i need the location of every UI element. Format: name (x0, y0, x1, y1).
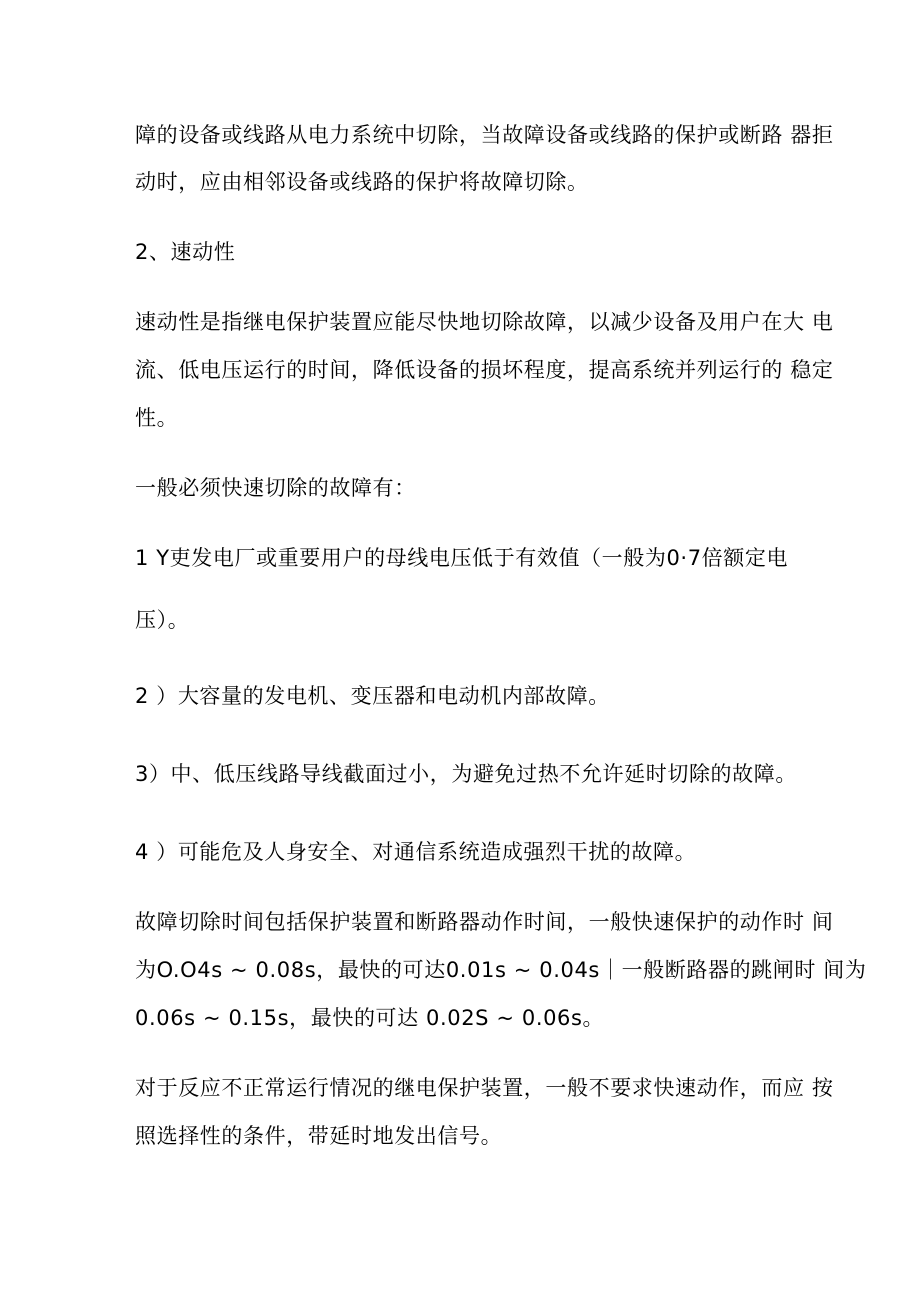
list-item: 2 ）大容量的发电机、变压器和电动机内部故障。 (135, 684, 610, 708)
text-line: 为O.O4s ~ 0.08s，最快的可达0.01s ~ 0.04s｜一般断路器的跳闸时 间为 (135, 958, 867, 982)
text-line: 故障切除时间包括保护装置和断路器动作时间，一般快速保护的动作时 间 (135, 910, 834, 934)
list-item: 4 ）可能危及人身安全、对通信系统造成强烈干扰的故障。 (135, 840, 697, 864)
text-line: 照选择性的条件，带延时地发出信号。 (135, 1124, 503, 1148)
text-line: 性。 (135, 406, 179, 430)
text-line: 速动性是指继电保护装置应能尽快地切除故障，以减少设备及用户在大 电 (135, 310, 834, 334)
list-item: 3）中、低压线路导线截面过小，为避免过热不允许延时切除的故障。 (135, 762, 797, 786)
text-line: 动时，应由相邻设备或线路的保护将故障切除。 (135, 170, 589, 194)
list-item-continuation: 压）。 (135, 608, 190, 632)
text-line: 一般必须快速切除的故障有： (135, 476, 416, 500)
text-line: 流、低电压运行的时间，降低设备的损坏程度，提高系统并列运行的 稳定 (135, 358, 834, 382)
text-line: 0.06s ~ 0.15s，最快的可达 0.02S ~ 0.06s。 (135, 1006, 605, 1030)
text-line: 障的设备或线路从电力系统中切除，当故障设备或线路的保护或断路 器拒 (135, 123, 834, 147)
list-item: 1 Y吏发电厂或重要用户的母线电压低于有效值（一般为0·7倍额定电 (135, 546, 789, 570)
text-line: 对于反应不正常运行情况的继电保护装置，一般不要求快速动作，而应 按 (135, 1076, 834, 1100)
section-heading: 2、速动性 (135, 240, 236, 264)
